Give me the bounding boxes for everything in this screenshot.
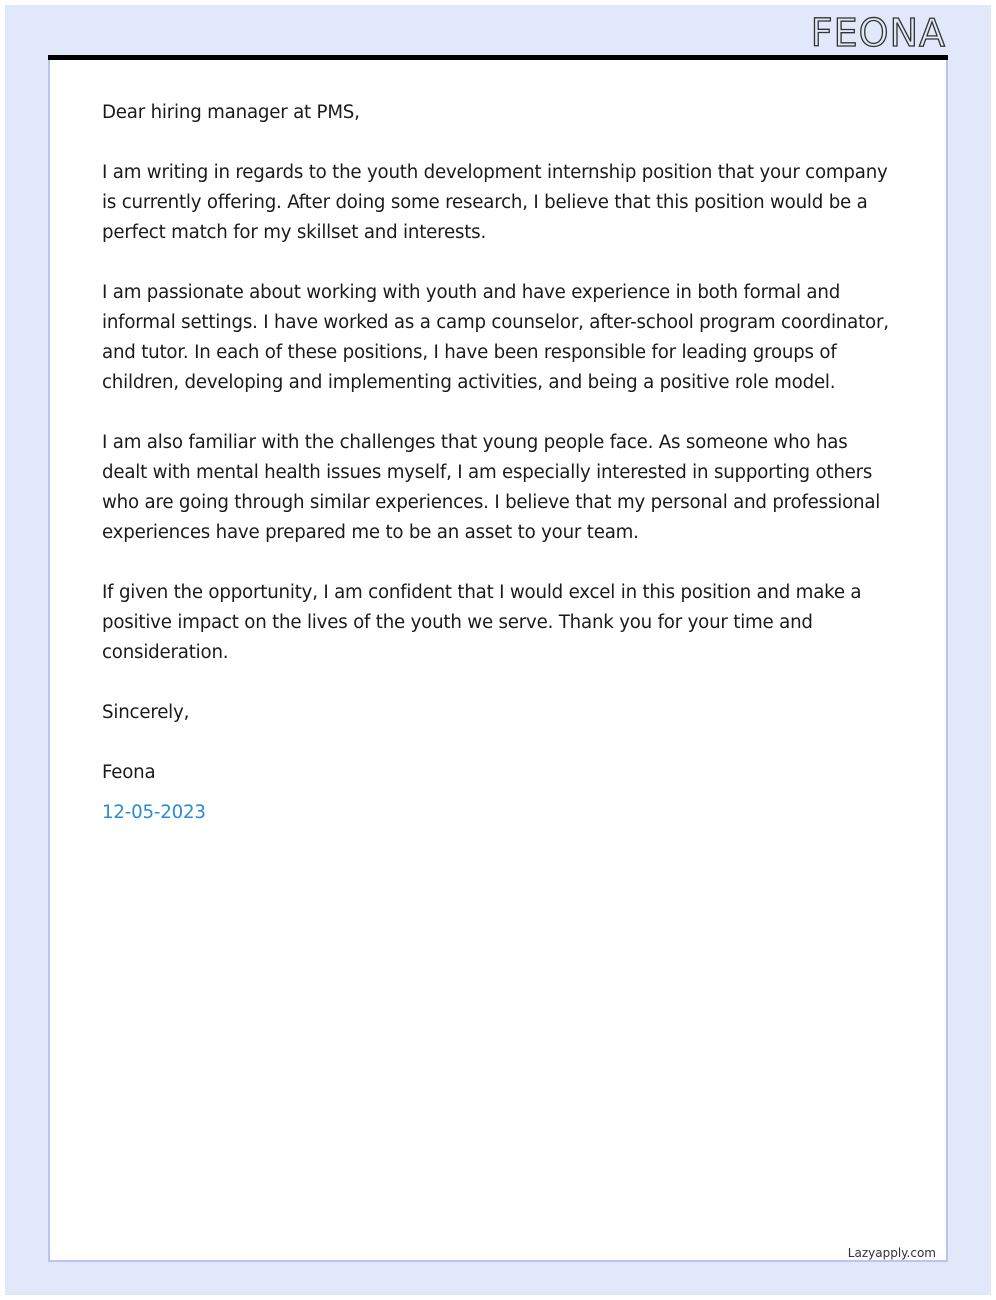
brand-name: FEONA xyxy=(810,11,946,55)
letter-paragraph-3: I am also familiar with the challenges that young people face. As someone who has dealt with mental health issues myself, I am especially interested in supporting others who are going through similar experiences. I believe that my personal and professional experiences have prepared me to be an asset to your team. xyxy=(102,432,881,543)
footer-site-link[interactable]: Lazyapply.com xyxy=(847,1246,936,1260)
letter-body xyxy=(102,98,892,858)
letter-paper xyxy=(48,60,948,1262)
letter-paragraph-1: I am writing in regards to the youth development internship position that your company is currently offering. After doing some research, I believe that this position would be a perfect match for my skillset and interests. xyxy=(102,162,888,243)
letter-paragraph-4: If given the opportunity, I am confident that I would excel in this position and make a positive impact on the lives of the youth we serve. Thank you for your time and consideration. xyxy=(102,582,862,663)
letter-closing: Sincerely, xyxy=(102,702,190,723)
letter-paragraph-2: I am passionate about working with youth and have experience in both formal and informal settings. I have worked as a camp counselor, after-school program coordinator, and tutor. In each of these positions, I have been responsible for leading groups of children, developing and implementing activities, and being a positive role model. xyxy=(102,282,889,393)
letter-date: 12-05-2023 xyxy=(102,802,206,823)
letter-greeting: Dear hiring manager at PMS, xyxy=(102,102,360,123)
letter-signature: Feona xyxy=(102,762,156,783)
